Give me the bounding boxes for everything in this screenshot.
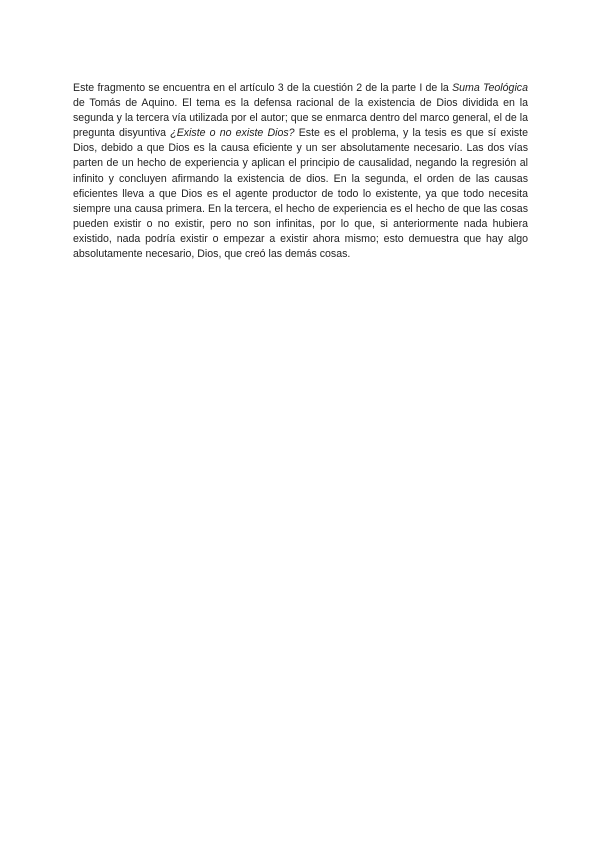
body-paragraph bbox=[73, 81, 528, 262]
paragraph-text-1: Este fragmento se encuentra en el artículo 3 de la cuestión 2 de la parte I de la bbox=[73, 82, 453, 94]
paragraph-text-3: Este es el problema, y la tesis es que sí existe Dios, debido a que Dios es la causa eficiente y un ser absolutamente necesario. Las dos vías parten de un hecho de experiencia y aplican el principio de causalidad, negando la regresión al infinito y concluyen afirmando la existencia de dios. En la segunda, el orden de las causas eficientes lleva a que Dios es el agente productor de todo lo existente, ya que todo necesita siempre una causa primera. En la tercera, el hecho de experiencia es el hecho de que las cosas pueden existir o no existir, pero no son infinitas, por lo que, si anteriormente nada hubiera existido, nada podría existir o empezar a existir ahora mismo; esto demuestra que hay algo absolutamente necesario, Dios, que creó las demás cosas. bbox=[73, 127, 528, 261]
work-title: Suma Teológica bbox=[452, 82, 528, 94]
question-text: ¿Existe o no existe Dios? bbox=[170, 127, 295, 140]
paragraph-text-2: de Tomás de Aquino. El tema es la defensa racional de la existencia de Dios dividida en la segunda y la tercera vía utilizada por el autor; que se enmarca dentro del marco general, el de la pregunta disyuntiva bbox=[73, 97, 528, 140]
